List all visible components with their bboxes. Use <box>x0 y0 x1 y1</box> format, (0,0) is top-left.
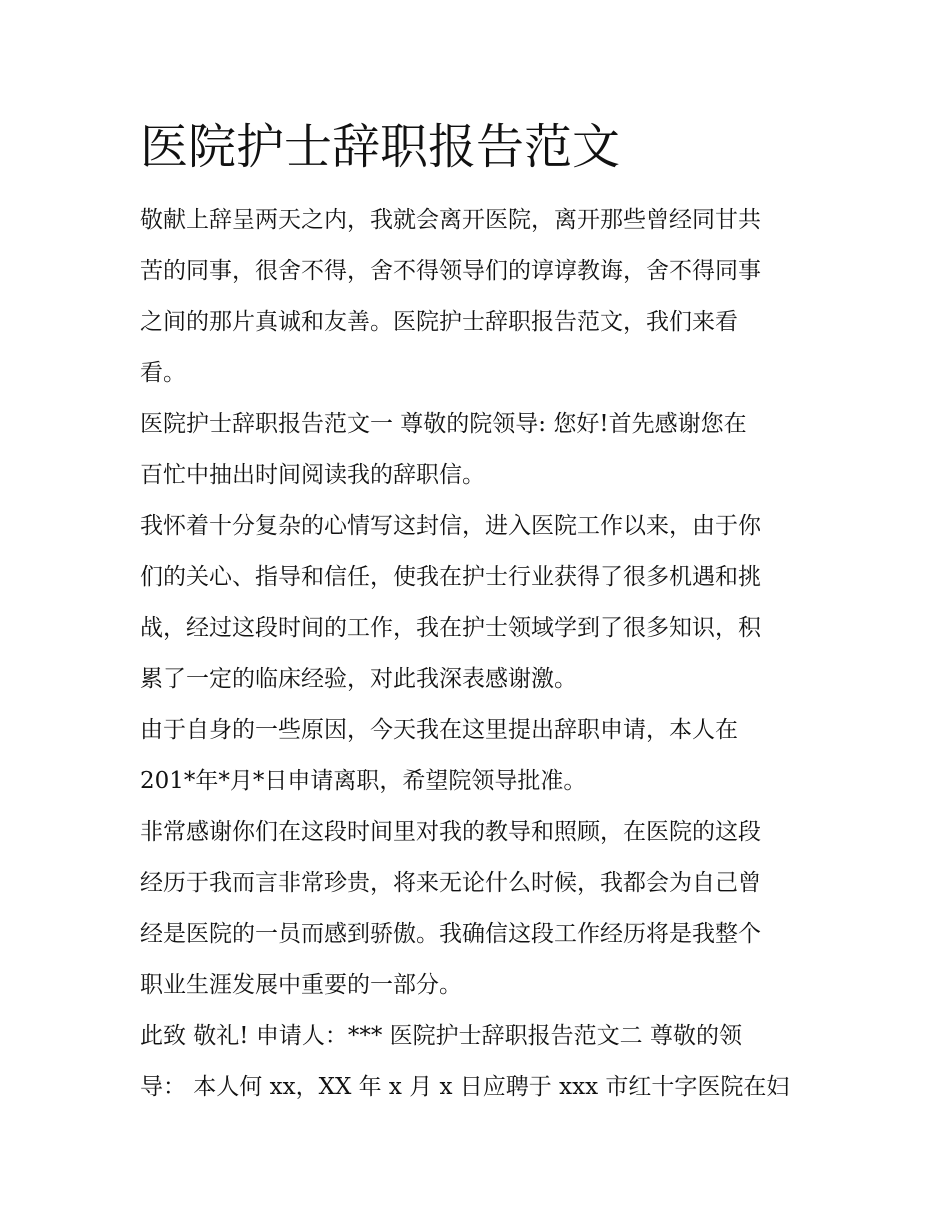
paragraph-sample-one-greeting <box>140 399 820 501</box>
text-line: 医院护士辞职报告范文一 尊敬的院领导: 您好!首先感谢您在 <box>140 411 747 437</box>
text-line: 苦的同事，很舍不得，舍不得领导们的谆谆教诲，舍不得同事 <box>140 258 761 284</box>
document-title: 医院护士辞职报告范文 <box>140 119 621 175</box>
text-line: 看。 <box>140 360 186 386</box>
document-body <box>140 195 820 1113</box>
text-line: 导： 本人何 xx，XX 年 x 月 x 日应聘于 xxx 市红十字医院在妇 <box>140 1074 790 1100</box>
paragraph-intro <box>140 195 820 399</box>
text-line: 累了一定的临床经验，对此我深表感谢激。 <box>140 666 577 692</box>
text-line: 我怀着十分复杂的心情写这封信，进入医院工作以来，由于你 <box>140 513 761 539</box>
paragraph-resignation-request <box>140 705 820 807</box>
paragraph-gratitude <box>140 501 820 705</box>
text-line: 由于自身的一些原因，今天我在这里提出辞职申请，本人在 <box>140 717 738 743</box>
text-line: 敬献上辞呈两天之内，我就会离开医院，离开那些曾经同甘共 <box>140 207 761 233</box>
paragraph-thanks <box>140 807 820 1011</box>
text-line: 经历于我而言非常珍贵，将来无论什么时候，我都会为自己曾 <box>140 870 761 896</box>
text-line: 201*年*月*日申请离职，希望院领导批准。 <box>140 768 587 794</box>
text-line: 战，经过这段时间的工作，我在护士领域学到了很多知识，积 <box>140 615 761 641</box>
text-line: 非常感谢你们在这段时间里对我的教导和照顾，在医院的这段 <box>140 819 761 845</box>
text-line: 之间的那片真诚和友善。医院护士辞职报告范文，我们来看 <box>140 309 738 335</box>
text-line: 们的关心、指导和信任，使我在护士行业获得了很多机遇和挑 <box>140 564 761 590</box>
text-line: 经是医院的一员而感到骄傲。我确信这段工作经历将是我整个 <box>140 921 761 947</box>
text-line: 此致 敬礼! 申请人：*** 医院护士辞职报告范文二 尊敬的领 <box>140 1023 742 1049</box>
paragraph-closing-and-sample-two <box>140 1011 820 1113</box>
text-line: 百忙中抽出时间阅读我的辞职信。 <box>140 462 485 488</box>
text-line: 职业生涯发展中重要的一部分。 <box>140 972 462 998</box>
